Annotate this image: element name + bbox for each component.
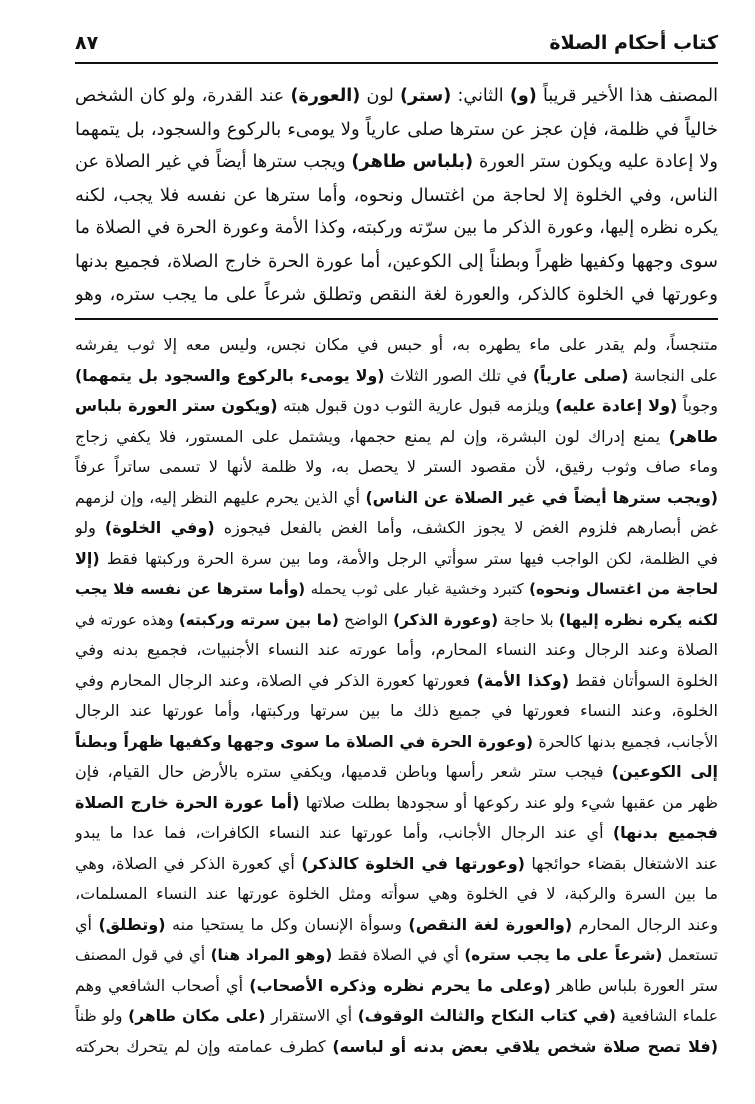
quoted-matn-segment: (وعورتها في الخلوة كالذكر) <box>301 853 525 873</box>
text-segment: الأجانب، فجميع بدنها كالحرة <box>533 732 718 751</box>
main-text-line <box>75 146 718 179</box>
quoted-matn-segment: إلى الكوعين) <box>611 762 718 781</box>
commentary-line <box>75 513 718 544</box>
quoted-matn-segment: (صلى عارياً) <box>532 365 629 385</box>
text-segment: وعند الرجال المحارم <box>572 914 718 934</box>
text-segment: وماء صاف وثوب رقيق، لأن مقصود الستر لا يحصل به، ولا ظلمة لأنها لا تسمى ساتراً عرفاً <box>75 457 718 476</box>
text-segment: أي في الصلاة فقط <box>332 946 465 964</box>
text-segment: تستعمل <box>662 946 718 964</box>
commentary-line <box>75 574 718 605</box>
commentary-line <box>75 849 718 880</box>
text-segment: على النجاسة <box>628 365 718 385</box>
quoted-matn-segment: (وعلى ما يحرم نظره وذكره الأصحاب) <box>249 975 551 995</box>
text-segment: بلا حاجة <box>498 610 559 629</box>
quoted-matn-segment: (و) <box>509 86 537 106</box>
text-segment: المصنف هذا الأخير قريباً <box>536 86 718 106</box>
text-segment: أي أصحاب الشافعي وهم <box>75 975 250 995</box>
commentary-line <box>75 483 718 514</box>
text-segment: كتبرد وخشية غبار على ثوب يحمله <box>305 580 530 598</box>
text-segment: أي <box>75 914 99 934</box>
text-segment: وسوأة الإنسان وكل ما يستحيا منه <box>165 914 409 934</box>
quoted-matn-segment: (في كتاب النكاح والثالث الوقوف) <box>357 1007 617 1025</box>
text-segment: ستر العورة بلباس طاهر <box>550 975 718 995</box>
quoted-matn-segment: (ويجب سترها أيضاً في غير الصلاة عن الناس) <box>365 487 718 507</box>
quoted-matn-segment: (وعورة الحرة في الصلاة ما سوى وجهها وكفيها ظهراً وبطناً <box>75 732 534 751</box>
commentary-line <box>75 361 718 392</box>
text-segment: فيجب ستر شعر رأسها وباطن قدميها، ويكفي ستره بالأرض حال القيام، فإن <box>75 762 612 781</box>
running-header <box>75 30 718 60</box>
quoted-matn-segment: (ولا يومىء بالركوع والسجود بل يتمهما) <box>75 365 385 385</box>
commentary-line <box>75 910 718 941</box>
footnote-divider <box>75 318 718 320</box>
text-segment: خالياً في ظلمة، فإن عجز عن سترها صلى عارياً ولا يومىء بالركوع والسجود، بل يتمهما <box>75 119 718 140</box>
commentary-line <box>75 818 718 849</box>
commentary-line <box>75 452 718 483</box>
text-segment: وهذه عورته في <box>75 610 179 629</box>
book-title: كتاب أحكام الصلاة <box>549 32 718 54</box>
text-segment: في تلك الصور الثلاث <box>384 365 533 385</box>
text-segment: ويجب سترها أيضاً في غير الصلاة عن <box>75 152 352 172</box>
text-segment: ولو ظناً <box>75 1007 129 1025</box>
quoted-matn-segment: (أما عورة الحرة خارج الصلاة <box>75 792 300 812</box>
quoted-matn-segment: (بلباس طاهر) <box>351 152 474 172</box>
text-segment: أي الذين يحرم عليهم النظر إليه، وإن لزمهم <box>75 487 366 507</box>
commentary-line <box>75 422 718 453</box>
commentary-line <box>75 879 718 910</box>
text-segment: أي كعورة الذكر في الصلاة، وهي <box>75 853 302 873</box>
text-segment: ولو <box>75 518 105 537</box>
header-divider <box>75 62 718 64</box>
main-text <box>75 80 718 311</box>
text-segment: ما بين السرة والركبة، لا في الخلوة وهي سوأته ومثل الخلوة عورتها عند النساء المسلمات، <box>75 884 718 903</box>
commentary-line <box>75 330 718 361</box>
text-segment: لون <box>360 86 401 106</box>
quoted-matn-segment: (ستر) <box>400 86 452 106</box>
quoted-matn-segment: (وكذا الأمة) <box>476 670 570 690</box>
text-segment: أي الاستقرار <box>265 1007 358 1025</box>
commentary-line <box>75 757 718 788</box>
main-text-line <box>75 80 718 113</box>
quoted-matn-segment: (ما بين سرته وركبته) <box>178 610 339 629</box>
text-segment: علماء الشافعية <box>616 1007 718 1025</box>
quoted-matn-segment: لكنه يكره نظره إليها) <box>558 610 718 629</box>
quoted-matn-segment: (على مكان طاهر) <box>128 1007 266 1025</box>
quoted-matn-segment: (العورة) <box>290 86 361 106</box>
commentary-line <box>75 666 718 697</box>
text-segment: الصلاة وعند الرجال وعند النساء المحارم، وأما عورته عند النساء الأجنبيات، فجميع بدنه وفي <box>75 640 718 659</box>
quoted-matn-segment: (ويكون ستر العورة بلباس <box>75 396 278 415</box>
text-segment: غض أبصارهم فلزوم الغض لا يجوز الكشف، وأما الغض بالفعل فيجوزه <box>214 518 718 537</box>
main-text-line <box>75 113 718 146</box>
text-segment: سوى وجهها وكفيها ظهراً وبطناً إلى الكوعين، أما عورة الحرة خارج الصلاة، فجميع بدنها <box>75 251 718 272</box>
quoted-matn-segment: لحاجة من اغتسال ونحوه) <box>529 580 718 598</box>
quoted-matn-segment: (وفي الخلوة) <box>104 518 215 537</box>
commentary-line <box>75 635 718 666</box>
page-number: ٨٧ <box>75 32 99 54</box>
text-segment: عند القدرة، ولو كان الشخص <box>75 86 291 106</box>
text-segment: ويلزمه قبول عارية الثوب دون قبول هبته <box>277 396 556 415</box>
main-text-line <box>75 179 718 212</box>
quoted-matn-segment: (شرعاً على ما يجب ستره) <box>464 946 663 964</box>
commentary-line <box>75 1001 718 1032</box>
text-segment: وجوباً <box>677 396 718 415</box>
text-segment: في الظلمة، لكن الواجب فيها ستر سوأتي الرجل والأمة، وما بين سرة الحرة وركبتها فقط <box>99 548 718 568</box>
commentary-line <box>75 1032 718 1063</box>
commentary-line <box>75 391 718 422</box>
commentary-line <box>75 971 718 1002</box>
text-segment: متنجساً، ولم يقدر على ماء يطهره به، أو حبس في مكان نجس، وليس معه إلا ثوب يفرشه <box>75 335 718 354</box>
quoted-matn-segment: طاهر) <box>668 426 718 446</box>
text-segment: كطرف عمامته وإن لم يتحرك بحركته <box>75 1036 333 1056</box>
commentary-line <box>75 788 718 819</box>
text-segment: أي عند الرجال الأجانب، وأما عورتها عند النساء الكافرات، فما عدا ما يبدو <box>75 823 613 842</box>
text-segment: ولا إعادة عليه ويكون ستر العورة <box>473 152 718 172</box>
text-segment: يمنع إدراك لون البشرة، وإن لم يمنع حجمها، ويشتمل على المستور، فلا يكفي زجاج <box>75 426 669 446</box>
text-segment: الخلوة، وعند النساء فعورتها في جميع ذلك ما بين سرتها وركبتها، وأما عورتها عند الرجال <box>75 701 718 720</box>
text-segment: الناس، وفي الخلوة إلا لحاجة من اغتسال ونحوه، وأما سترها عن نفسه فلا يجب، لكنه <box>75 185 718 206</box>
commentary-line <box>75 544 718 575</box>
commentary-line <box>75 940 718 971</box>
text-segment: أي في قول المصنف <box>75 946 211 964</box>
commentary-line <box>75 727 718 758</box>
text-segment: ظهر من عقبها شيء ولو عند ركوعها أو سجودها بطلت صلاتها <box>299 792 718 812</box>
main-text-line <box>75 212 718 245</box>
main-text-line <box>75 278 718 311</box>
quoted-matn-segment: (وهو المراد هنا) <box>210 946 333 964</box>
quoted-matn-segment: (فلا تصح صلاة شخص يلاقي بعض بدنه أو لباسه) <box>332 1036 718 1056</box>
quoted-matn-segment: فجميع بدنها) <box>612 823 718 842</box>
text-segment: وعورتها في الخلوة كالذكر، والعورة لغة النقص وتطلق شرعاً على ما يجب ستره، وهو <box>75 284 718 305</box>
commentary-text <box>75 330 718 1062</box>
main-text-line <box>75 245 718 278</box>
commentary-line <box>75 696 718 727</box>
text-segment: الخلوة السوأتان فقط <box>569 670 718 690</box>
quoted-matn-segment: (وعورة الذكر) <box>393 610 499 629</box>
text-segment: الثاني: <box>451 86 510 106</box>
quoted-matn-segment: (ولا إعادة عليه) <box>555 396 678 415</box>
quoted-matn-segment: (وتطلق) <box>98 914 166 934</box>
quoted-matn-segment: (إلا <box>75 548 100 568</box>
quoted-matn-segment: (وأما سترها عن نفسه فلا يجب <box>75 580 306 598</box>
text-segment: فعورتها كعورة الذكر في الصلاة، وعند الرجال المحارم وفي <box>75 670 477 690</box>
text-segment: يكره نظره إليها، وعورة الذكر ما بين سرّته وركبته، وكذا الأمة وعورة الحرة في الصلاة ما <box>75 218 718 238</box>
text-segment: عند الاشتغال بقضاء حوائجها <box>524 853 718 873</box>
quoted-matn-segment: (والعورة لغة النقص) <box>408 914 573 934</box>
commentary-line <box>75 605 718 636</box>
text-segment: الواضح <box>338 610 394 629</box>
